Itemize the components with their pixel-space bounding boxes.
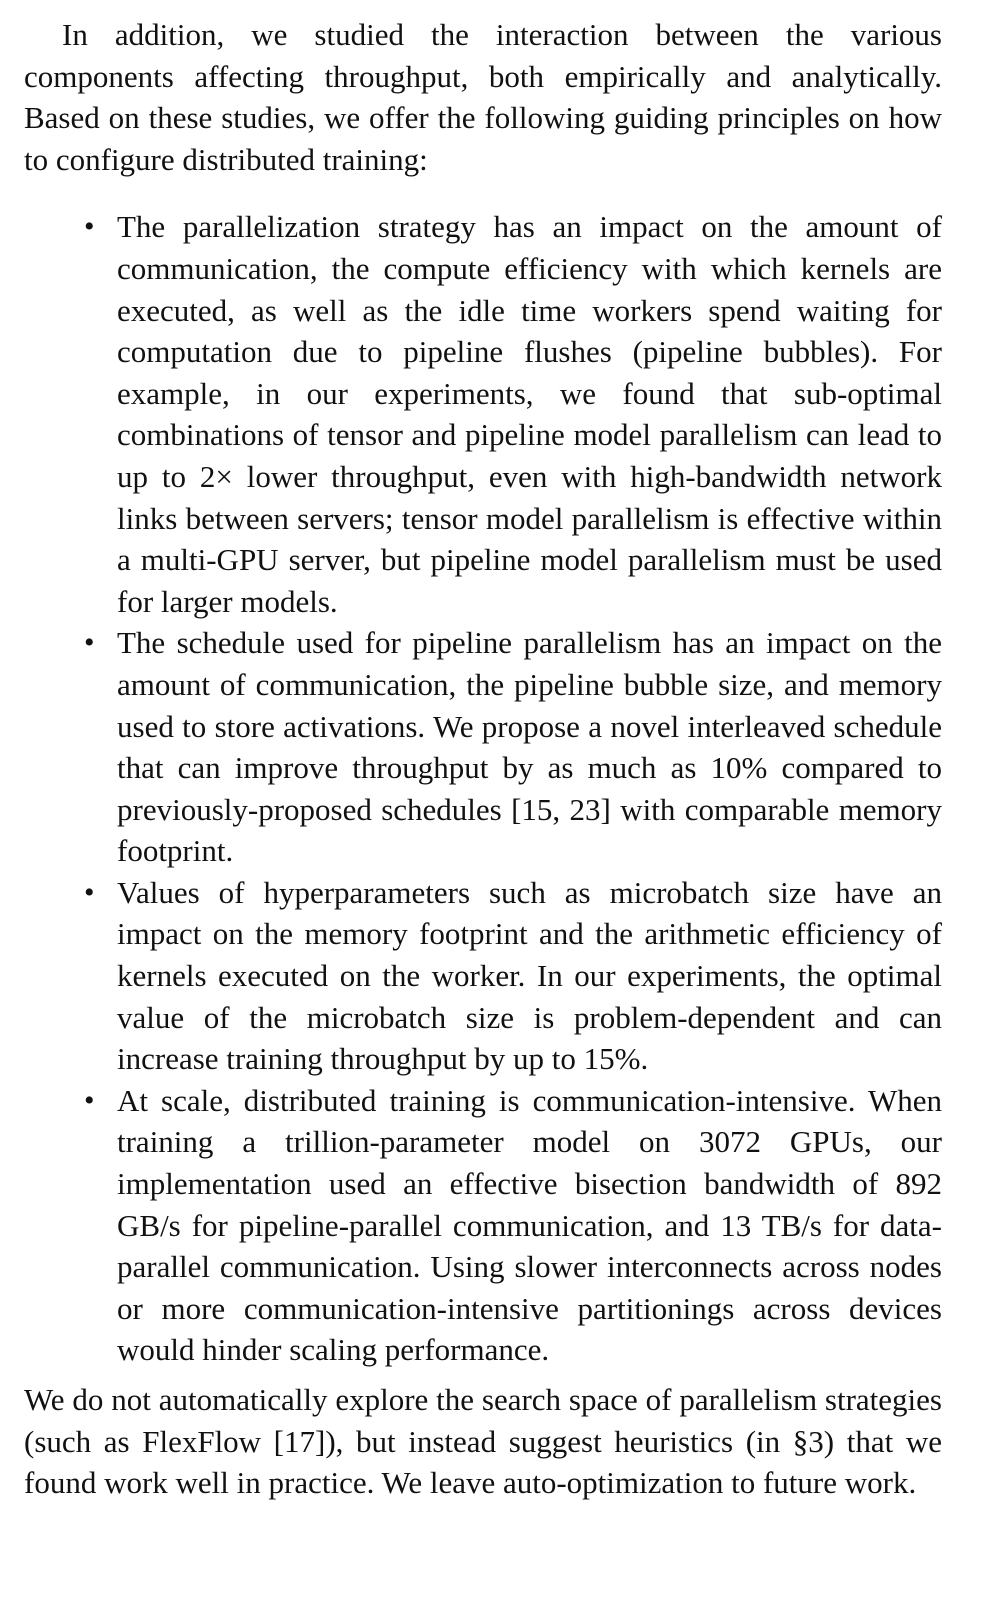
list-item-text: The schedule used for pipeline parallelism has an impact on the amount of communication, the pipeline bubble size, and memory used to store activations. We propose a novel interleaved schedule that can improve throughput by as much as 10% compared to previously-proposed schedules [15, 23] with comparable memory footprint. — [117, 625, 942, 869]
paper-page — [24, 14, 942, 1504]
list-item-text: Values of hyperparameters such as microbatch size have an impact on the memory footprint and the arithmetic efficiency of kernels executed on the worker. In our experiments, the optimal value of the microbatch size is problem-dependent and can increase training throughput by up to 15%. — [117, 874, 942, 1077]
bullet-marker: • — [84, 210, 95, 244]
bullet-marker: • — [84, 1083, 95, 1117]
list-item — [24, 622, 942, 872]
list-item-text: At scale, distributed training is communication-intensive. When training a trillion-parameter model on 3072 GPUs, our implementation used an effective bisection bandwidth of 892 GB/s for pipeline-parallel communication, and 13 TB/s for data-parallel communication. Using slower interconnects across nodes or more communication-intensive partitionings across devices would hinder scaling performance. — [117, 1082, 942, 1368]
intro-paragraph: In addition, we studied the interaction between the various components affecting throughput, both empirically and analytically. Based on these studies, we offer the following guiding principles on how to configure distributed training: — [24, 17, 942, 177]
bullet-marker: • — [84, 875, 95, 909]
list-item-text: The parallelization strategy has an impact on the amount of communication, the compute efficiency with which kernels are executed, as well as the idle time workers spend waiting for computation due to pipeline flushes (pipeline bubbles). For example, in our experiments, we found that sub-optimal combinations of tensor and pipeline model parallelism can lead to up to 2× lower throughput, even with high-bandwidth network links between servers; tensor model parallelism is effective within a multi-GPU server, but pipeline model parallelism must be used for larger models. — [117, 209, 942, 619]
list-item — [24, 872, 942, 1080]
list-item — [24, 206, 942, 622]
list-item — [24, 1080, 942, 1371]
closing-paragraph: We do not automatically explore the search space of parallelism strategies (such as FlexFlow [17]), but instead suggest heuristics (in §3) that we found work well in practice. We leave auto-optimization to future work. — [24, 1382, 942, 1501]
bullet-marker: • — [84, 626, 95, 660]
guiding-principles-list — [24, 206, 942, 1371]
